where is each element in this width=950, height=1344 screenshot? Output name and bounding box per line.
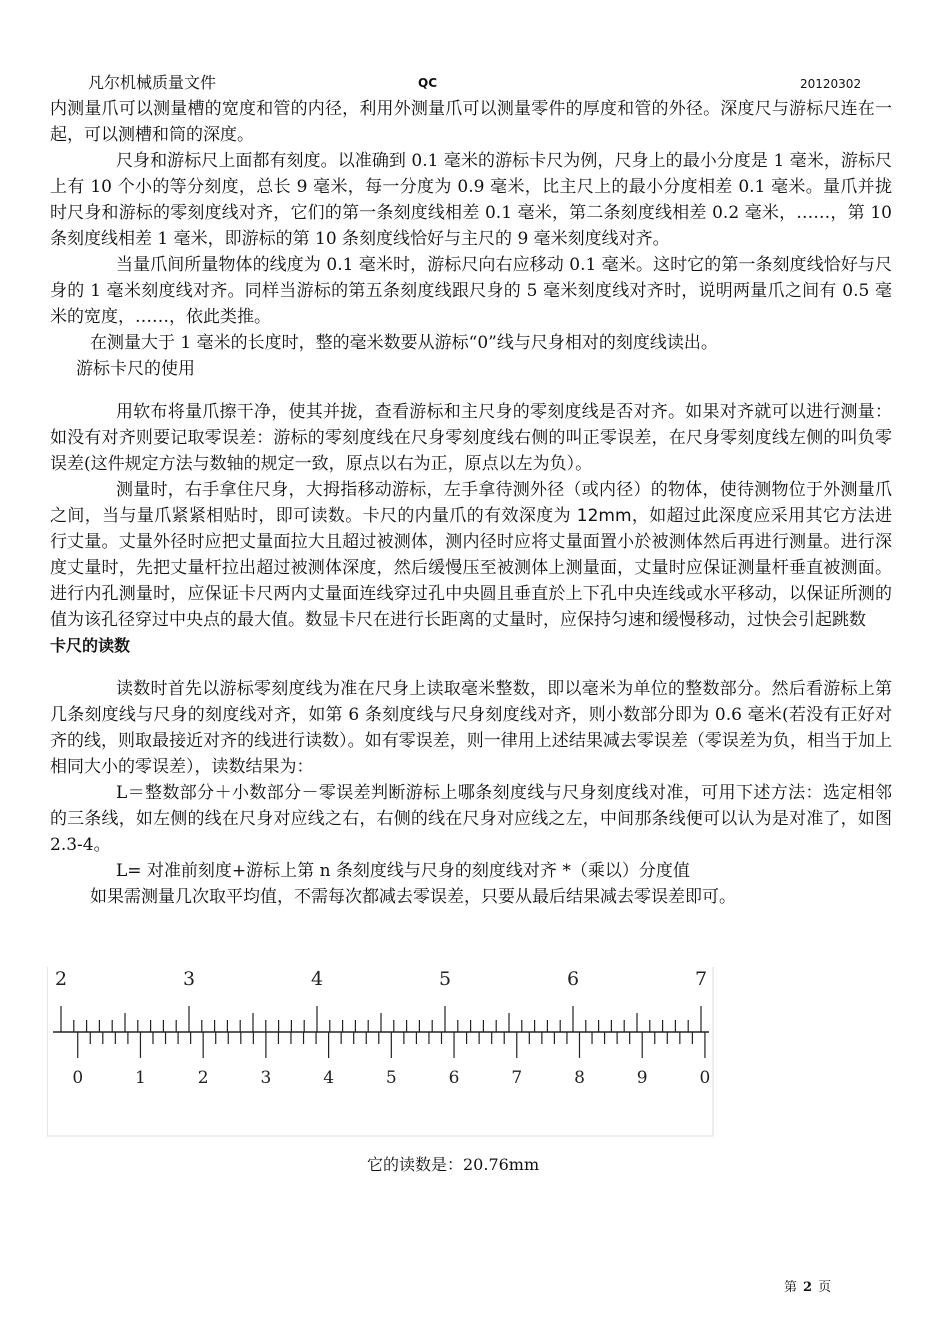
paragraph: 内测量爪可以测量槽的宽度和管的内径，利用外测量爪可以测量零件的厚度和管的外径。深度尺与游标尺连在一起，可以测槽和筒的深度。	[50, 99, 892, 145]
paragraph: 当量爪间所量物体的线度为 0.1 毫米时，游标尺向右应移动 0.1 毫米。这时它的第一条刻度线恰好与尺身的 1 毫米刻度线对齐。同样当游标的第五条刻度线跟尺身的 5 毫米刻度线对齐时，说明两量爪之间有 0.5 毫米的宽度，……，依此类推。	[50, 255, 892, 327]
paragraph: 尺身和游标尺上面都有刻度。以准确到 0.1 毫米的游标卡尺为例，尺身上的最小分度是 1 毫米，游标尺上有 10 个小的等分刻度，总长 9 毫米，每一分度为 0.9 毫米，比主尺上的最小分度相差 0.1 毫米。量爪并拢时尺身和游标的零刻度线对齐，它们的第一条刻度线相差 0.1 毫米，第二条刻度线相差 0.2 毫米，……，第 10 条刻度线相差 1 毫米，即游标的第 10 条刻度线恰好与主尺的 9 毫米刻度线对齐。	[50, 151, 892, 249]
vernier-scale-label: 5	[385, 1068, 397, 1088]
header-center: QC	[418, 76, 438, 90]
vernier-scale-label: 1	[135, 1068, 146, 1088]
paragraph: 读数时首先以游标零刻度线为准在尺身上读取毫米整数，即以毫米为单位的整数部分。然后看游标上第几条刻度线与尺身的刻度线对齐，如第 6 条刻度线与尺身刻度线对齐，则小数部分即为 0.6 毫米(若没有正好对齐的线，则取最接近对齐的线进行读数）。如有零误差，则一律用上述结果减去零误差（零误差为负，相当于加上相同大小的零误差），读数结果为：	[50, 679, 892, 777]
vernier-scale-label: 4	[323, 1068, 335, 1088]
paragraph: L＝整数部分＋小数部分－零误差判断游标上哪条刻度线与尺身刻度线对准，可用下述方法：选定相邻的三条线，如左侧的线在尺身对应线之右，右侧的线在尺身对应线之左，中间那条线便可以认为是对准了，如图 2.3-4。	[50, 783, 892, 855]
section-label: 游标卡尺的使用	[76, 359, 195, 379]
main-scale-label: 3	[182, 968, 196, 990]
vernier-scale-label: 9	[636, 1068, 648, 1088]
paragraph-text: 测量时，右手拿住尺身，大拇指移动游标，左手拿待测外径（或内径）的物体，使待测物位于外测量爪之间，当与量爪紧紧相贴时，即可读数。卡尺的内量爪的有效深度为	[50, 480, 892, 526]
vernier-scale-label: 3	[260, 1068, 272, 1088]
main-scale-label: 5	[438, 968, 452, 990]
vernier-scale	[78, 1032, 705, 1058]
section-heading: 卡尺的读数	[50, 636, 131, 655]
main-scale-label: 2	[54, 968, 68, 990]
page-number-value: 2	[803, 1280, 813, 1295]
main-scale-label: 7	[694, 968, 708, 990]
paragraph: 用软布将量爪擦干净，使其并拢，查看游标和主尺身的零刻度线是否对齐。如果对齐就可以进行测量：如没有对齐则要记取零误差：游标的零刻度线在尺身零刻度线右侧的叫正零误差，在尺身零刻度线左侧的叫负零误差(这件规定方法与数轴的规定一致，原点以右为正，原点以左为负）。	[50, 402, 892, 474]
paragraph: 如果需测量几次取平均值，不需每次都减去零误差，只要从最后结果减去零误差即可。	[90, 887, 736, 907]
vernier-scale-label: 0	[72, 1068, 84, 1088]
vernier-scale-label: 7	[511, 1068, 523, 1088]
main-scale-labels	[55, 968, 707, 990]
vernier-caliper-figure	[47, 965, 715, 1138]
page-number	[784, 1276, 831, 1295]
vernier-scale-label: 6	[448, 1068, 460, 1088]
header-date: 20120302	[800, 77, 862, 91]
main-scale-label: 4	[310, 968, 324, 990]
page-suffix: 页	[818, 1280, 832, 1295]
main-scale	[61, 1006, 701, 1032]
header-title: 凡尔机械质量文件	[88, 73, 217, 92]
vernier-scale-label: 0	[699, 1068, 711, 1088]
vernier-scale-label: 2	[197, 1068, 209, 1088]
paragraph: 在测量大于 1 毫米的长度时，整的毫米数要从游标“0”线与尺身相对的刻度线读出。	[90, 333, 718, 353]
page-prefix: 第	[784, 1280, 798, 1295]
vernier-scale-label: 8	[574, 1068, 585, 1088]
formula: L= 对准前刻度+游标上第 n 条刻度线与尺身的刻度线对齐 *（乘以）分度值	[116, 861, 690, 881]
paragraph	[50, 477, 892, 633]
vernier-scale-labels	[72, 1068, 710, 1088]
main-scale-label: 6	[566, 968, 580, 990]
figure-caption: 它的读数是：20.76mm	[367, 1155, 540, 1174]
document-body	[50, 96, 892, 910]
paragraph-text: 12mm，如超过此深度应采用其它方法进行丈量。丈量外径时应把丈量面拉大且超过被测体，测内径时应将丈量面置小於被测体然后再进行测量。进行深度丈量时，先把丈量杆拉出超过被测体深度，然后缓慢压至被测体上测量面，丈量时应保证测量杆垂直被测面。进行内孔测量时，应保证卡尺两内丈量面连线穿过孔中央圆且垂直於上下孔中央连线或水平移动，以保证所测的值为该孔径穿过中央点的最大值。数显卡尺在进行长距离的丈量时，应保持匀速和缓慢移动，过快会引起跳数	[50, 506, 893, 630]
